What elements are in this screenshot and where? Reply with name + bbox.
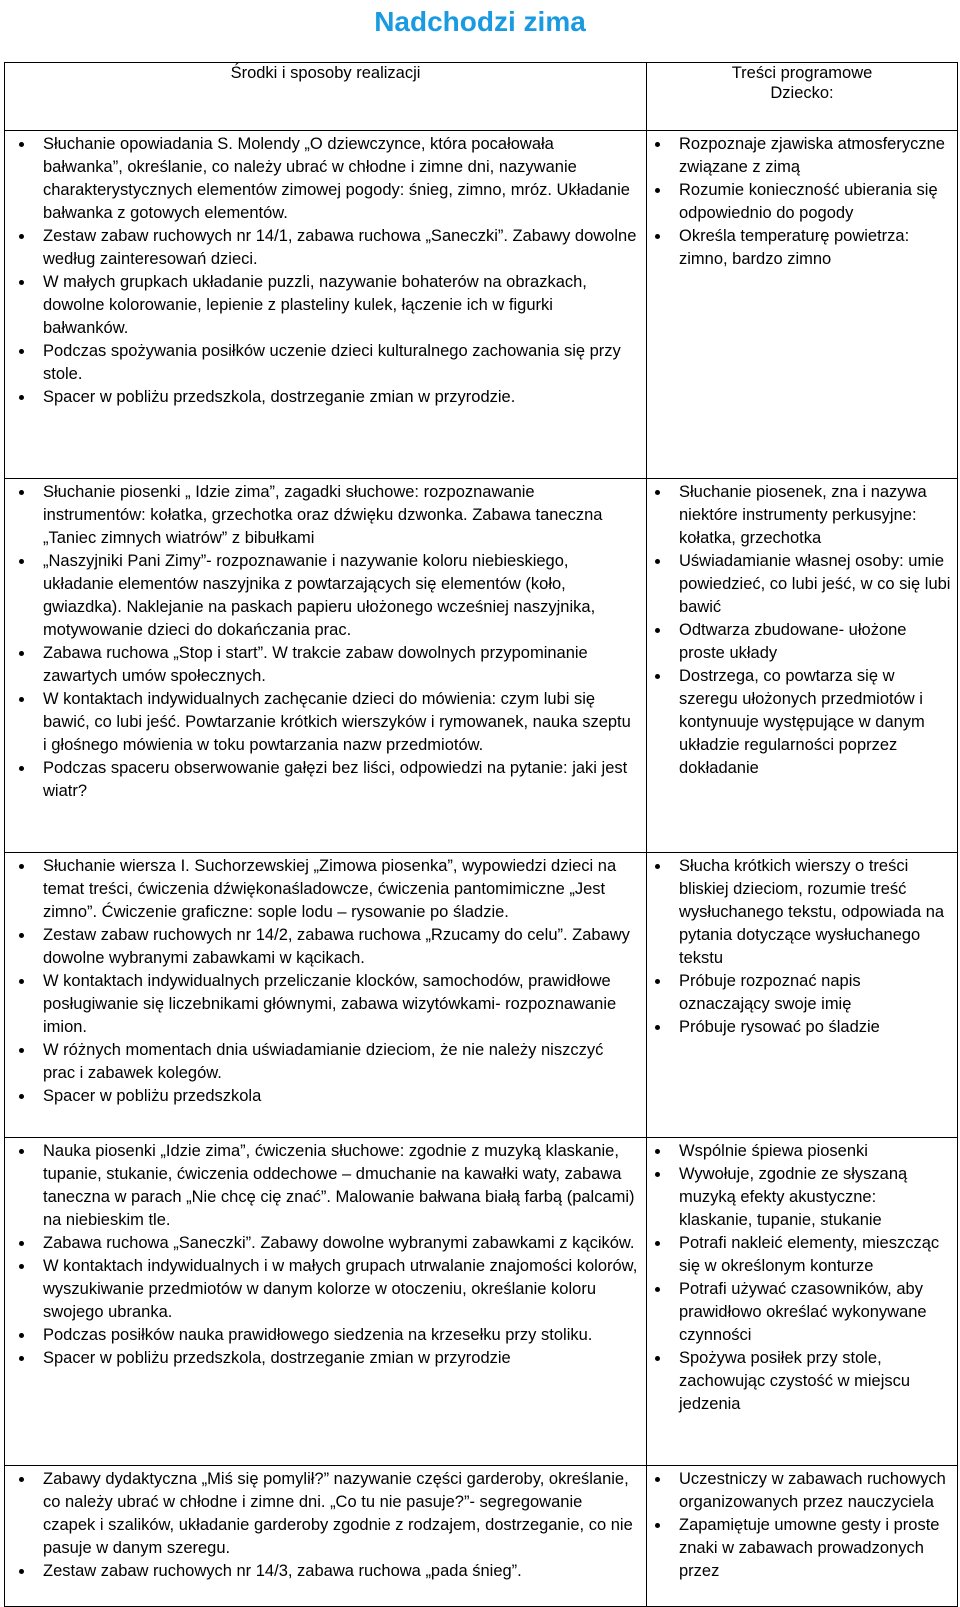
list-item-text: Spacer w pobliżu przedszkola, dostrzeganie zmian w przyrodzie. — [43, 388, 516, 406]
bullet-icon — [655, 490, 660, 495]
list-item — [43, 1468, 638, 1560]
bullet-icon — [655, 1356, 660, 1361]
bullet-icon — [19, 349, 24, 354]
list-item — [679, 1347, 951, 1416]
table-row — [5, 1466, 958, 1607]
list-item — [43, 924, 638, 970]
bullet-icon — [655, 188, 660, 193]
bullet-icon — [19, 1048, 24, 1053]
bullet-icon — [655, 1477, 660, 1482]
bullet-icon — [19, 142, 24, 147]
list-item-text: Podczas spożywania posiłków uczenie dzieci kulturalnego zachowania się przy stole. — [43, 342, 621, 383]
table-row — [5, 1138, 958, 1466]
list-item — [43, 386, 638, 409]
list-item-text: W różnych momentach dnia uświadamianie dzieciom, że nie należy niszczyć prac i zabawek kolegów. — [43, 1041, 604, 1082]
list-item — [43, 481, 638, 550]
list-item-text: Określa temperaturę powietrza: zimno, bardzo zimno — [679, 227, 910, 268]
list-item — [43, 1140, 638, 1232]
bullet-icon — [19, 395, 24, 400]
bullet-icon — [655, 234, 660, 239]
list-item-text: Uczestniczy w zabawach ruchowych organizowanych przez nauczyciela — [679, 1470, 946, 1511]
list-item-text: Słuchanie opowiadania S. Molendy „O dziewczynce, która pocałowała bałwanka”, określanie, co należy ubrać w chłodne i zimne dni, nazywanie charakterystycznych elementów zimowej pogody: śnieg, zimno, mróz. Układanie bałwanka z gotowych elementów. — [43, 135, 630, 222]
list-item-text: W kontaktach indywidualnych zachęcanie dzieci do mówienia: czym lubi się bawić, co lubi jeść. Powtarzanie krótkich wierszyków i rymowanek, nauka szeptu i głośnego mówienia w toku powtarzania nazw przedmiotów. — [43, 690, 631, 754]
list-item — [43, 1255, 638, 1324]
list-item — [43, 550, 638, 642]
list-item-text: „Naszyjniki Pani Zimy”- rozpoznawanie i nazywanie koloru niebieskiego, układanie elementów naszyjnika z powtarzających się elementów (koło, gwiazdka). Naklejanie na paskach papieru ułożonego wcześniej naszyjnika, motywowanie dzieci do dokańczania prac. — [43, 552, 596, 639]
bullet-icon — [19, 234, 24, 239]
list-item-text: Dostrzega, co powtarza się w szeregu ułożonych przedmiotów i kontynuuje występujące w danym układzie regularności poprzez dokładanie — [679, 667, 925, 777]
list-item — [679, 619, 951, 665]
methods-cell — [5, 853, 647, 1138]
list-item — [679, 1514, 951, 1583]
list-item-text: W kontaktach indywidualnych i w małych grupach utrwalanie znajomości kolorów, wyszukiwanie przedmiotów w danym kolorze w otoczeniu, określanie koloru swojego ubranka. — [43, 1257, 638, 1321]
table-row — [5, 479, 958, 853]
methods-cell — [5, 479, 647, 853]
list-item-text: W małych grupkach układanie puzzli, nazywanie bohaterów na obrazkach, dowolne kolorowanie, lepienie z plasteliny kulek, łączenie ich w figurki bałwanków. — [43, 273, 587, 337]
list-item — [43, 1232, 638, 1255]
bullet-icon — [19, 1333, 24, 1338]
bullet-icon — [19, 280, 24, 285]
content-cell — [647, 853, 958, 1138]
bullet-icon — [19, 559, 24, 564]
list-item-text: Potrafi używać czasowników, aby prawidłowo określać wykonywane czynności — [679, 1280, 927, 1344]
list-item — [43, 855, 638, 924]
list-item-text: Zapamiętuje umowne gesty i proste znaki w zabawach prowadzonych przez — [679, 1516, 940, 1580]
methods-cell — [5, 1138, 647, 1466]
list-item-text: Spacer w pobliżu przedszkola — [43, 1087, 262, 1105]
bullet-icon — [655, 1025, 660, 1030]
bullet-icon — [655, 1287, 660, 1292]
bullet-icon — [655, 142, 660, 147]
methods-cell — [5, 1466, 647, 1607]
list-item-text: Próbuje rozpoznać napis oznaczający swoje imię — [679, 972, 861, 1013]
list-item — [679, 133, 951, 179]
bullet-icon — [655, 979, 660, 984]
table-row — [5, 853, 958, 1138]
bullet-icon — [655, 864, 660, 869]
list-item-text: Próbuje rysować po śladzie — [679, 1018, 880, 1036]
bullet-icon — [655, 1241, 660, 1246]
bullet-icon — [19, 1149, 24, 1154]
list-item — [43, 688, 638, 757]
list-item-text: Uświadamianie własnej osoby: umie powiedzieć, co lubi jeść, w co się lubi bawić — [679, 552, 951, 616]
list-item-text: W kontaktach indywidualnych przeliczanie klocków, samochodów, prawidłowe posługiwanie się liczebnikami głównymi, zabawa wizytówkami- rozpoznawanie imion. — [43, 972, 617, 1036]
header-child-label: Dziecko: — [770, 84, 834, 102]
content-cell — [647, 479, 958, 853]
list-item — [43, 642, 638, 688]
bullet-icon — [655, 559, 660, 564]
list-item — [679, 1278, 951, 1347]
list-item — [679, 550, 951, 619]
bullet-icon — [655, 1149, 660, 1154]
list-item-text: Odtwarza zbudowane- ułożone proste układy — [679, 621, 907, 662]
list-item — [679, 225, 951, 271]
bullet-icon — [19, 766, 24, 771]
list-item — [679, 855, 951, 970]
list-item — [679, 1163, 951, 1232]
page-title: Nadchodzi zima — [374, 6, 586, 37]
list-item — [43, 1085, 638, 1108]
list-item-text: Podczas spaceru obserwowanie gałęzi bez liści, odpowiedzi na pytanie: jaki jest wiatr? — [43, 759, 628, 800]
list-item-text: Zestaw zabaw ruchowych nr 14/1, zabawa ruchowa „Saneczki”. Zabawy dowolne według zainteresowań dzieci. — [43, 227, 637, 268]
bullet-icon — [19, 1477, 24, 1482]
table-row — [5, 131, 958, 479]
lesson-plan-table — [4, 62, 958, 1607]
content-cell — [647, 131, 958, 479]
bullet-icon — [19, 651, 24, 656]
list-item-text: Zestaw zabaw ruchowych nr 14/3, zabawa ruchowa „pada śnieg”. — [43, 1562, 522, 1580]
list-item — [43, 1560, 638, 1583]
list-item — [679, 481, 951, 550]
bullet-icon — [655, 1172, 660, 1177]
list-item — [679, 970, 951, 1016]
content-cell — [647, 1466, 958, 1607]
list-item-text: Nauka piosenki „Idzie zima”, ćwiczenia słuchowe: zgodnie z muzyką klaskanie, tupanie, stukanie, ćwiczenia oddechowe – dmuchanie na kawałki waty, zabawa taneczna w parach „Nie chcę cię znać”. Malowanie bałwana białą farbą (palcami) na niebieskim tle. — [43, 1142, 635, 1229]
list-item — [679, 1468, 951, 1514]
list-item-text: Wywołuje, zgodnie ze słyszaną muzyką efekty akustyczne: klaskanie, tupanie, stukanie — [679, 1165, 908, 1229]
bullet-icon — [19, 1264, 24, 1269]
list-item-text: Zabawa ruchowa „Stop i start”. W trakcie zabaw dowolnych przypominanie zawartych umów społecznych. — [43, 644, 588, 685]
bullet-icon — [19, 490, 24, 495]
list-item — [43, 271, 638, 340]
list-item-text: Spacer w pobliżu przedszkola, dostrzeganie zmian w przyrodzie — [43, 1349, 511, 1367]
list-item-text: Słuchanie wiersza I. Suchorzewskiej „Zimowa piosenka”, wypowiedzi dzieci na temat treści, ćwiczenia dźwiękonaśladowcze, ćwiczenia pantomimiczne „Jest zimno”. Ćwiczenie graficzne: sople lodu – rysowanie po śladzie. — [43, 857, 617, 921]
bullet-icon — [19, 979, 24, 984]
bullet-icon — [19, 1356, 24, 1361]
bullet-icon — [19, 697, 24, 702]
list-item — [43, 225, 638, 271]
list-item-text: Wspólnie śpiewa piosenki — [679, 1142, 868, 1160]
list-item-text: Rozpoznaje zjawiska atmosferyczne związane z zimą — [679, 135, 945, 176]
list-item — [43, 757, 638, 803]
list-item-text: Podczas posiłków nauka prawidłowego siedzenia na krzesełku przy stoliku. — [43, 1326, 593, 1344]
list-item-text: Spożywa posiłek przy stole, zachowując czystość w miejscu jedzenia — [679, 1349, 911, 1413]
list-item-text: Słuchanie piosenek, zna i nazywa niektóre instrumenty perkusyjne: kołatka, grzechotka — [679, 483, 927, 547]
bullet-icon — [655, 628, 660, 633]
list-item — [679, 1140, 951, 1163]
list-item — [43, 340, 638, 386]
bullet-icon — [19, 1241, 24, 1246]
list-item — [679, 179, 951, 225]
list-item — [43, 133, 638, 225]
list-item-text: Rozumie konieczność ubierania się odpowiednio do pogody — [679, 181, 938, 222]
header-program-content — [647, 63, 958, 131]
list-item-text: Zestaw zabaw ruchowych nr 14/2, zabawa ruchowa „Rzucamy do celu”. Zabawy dowolne wybranymi zabawkami w kącikach. — [43, 926, 630, 967]
content-cell — [647, 1138, 958, 1466]
list-item — [679, 665, 951, 780]
header-program-title: Treści programowe — [731, 64, 873, 82]
list-item — [43, 1039, 638, 1085]
bullet-icon — [655, 674, 660, 679]
bullet-icon — [19, 864, 24, 869]
list-item — [679, 1016, 951, 1039]
list-item — [43, 1324, 638, 1347]
list-item — [43, 970, 638, 1039]
bullet-icon — [19, 1094, 24, 1099]
list-item-text: Słuchanie piosenki „ Idzie zima”, zagadki słuchowe: rozpoznawanie instrumentów: kołatka, grzechotka oraz dźwięku dzwonka. Zabawa taneczna „Taniec zimnych wiatrów” z bibułkami — [43, 483, 603, 547]
list-item — [43, 1347, 638, 1370]
list-item-text: Słucha krótkich wierszy o treści bliskiej dzieciom, rozumie treść wysłuchanego tekstu, odpowiada na pytania dotyczące wysłuchanego tekstu — [679, 857, 945, 967]
list-item-text: Zabawy dydaktyczna „Miś się pomylił?” nazywanie części garderoby, określanie, co należy ubrać w chłodne i zimne dni. „Co tu nie pasuje?”- segregowanie czapek i szalików, układanie garderoby zgodnie z rodzajem, dostrzeganie, co nie pasuje w danym szeregu. — [43, 1470, 633, 1557]
bullet-icon — [19, 1569, 24, 1574]
methods-cell — [5, 131, 647, 479]
bullet-icon — [655, 1523, 660, 1528]
bullet-icon — [19, 933, 24, 938]
list-item — [679, 1232, 951, 1278]
list-item-text: Zabawa ruchowa „Saneczki”. Zabawy dowolne wybranymi zabawkami z kącików. — [43, 1234, 635, 1252]
list-item-text: Potrafi nakleić elementy, mieszcząc się w określonym konturze — [679, 1234, 940, 1275]
table-header-row — [5, 63, 958, 131]
header-methods: Środki i sposoby realizacji — [5, 63, 647, 131]
